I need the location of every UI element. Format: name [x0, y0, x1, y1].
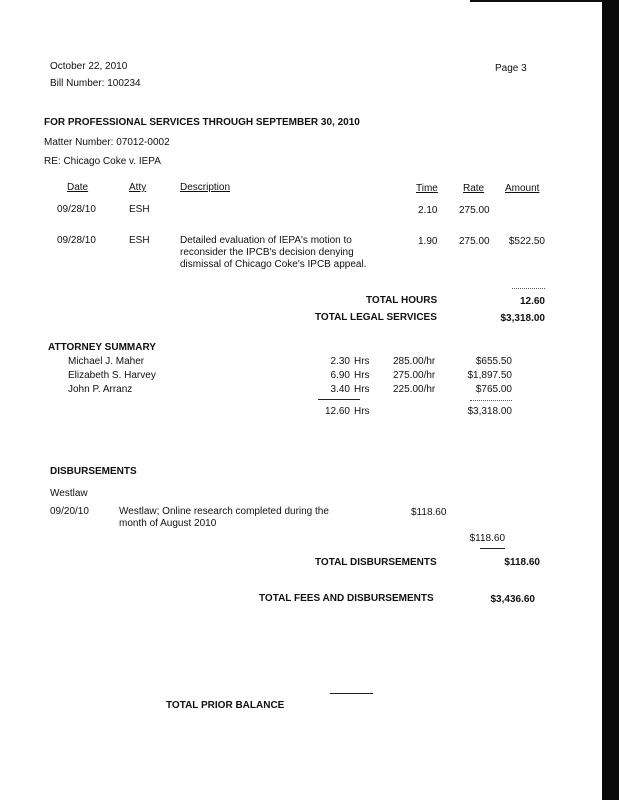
attorney-hours: 3.40: [330, 384, 350, 395]
row-date: 09/28/10: [57, 235, 96, 246]
attorney-hours-unit: Hrs: [354, 384, 370, 395]
attorney-rate: 275.00/hr: [393, 370, 436, 381]
disbursement-amount: $118.60: [411, 507, 447, 518]
attorney-hours-unit: Hrs: [354, 356, 370, 367]
total-hours-label: TOTAL HOURS: [366, 295, 438, 306]
attorney-rate: 225.00/hr: [393, 384, 436, 395]
row-description: Detailed evaluation of IEPA's motion to reconsider the IPCB's decision denying dismissal of Chicago Coke's IPCB appeal.: [180, 235, 367, 270]
attorney-total-amount: $3,318.00: [467, 406, 512, 417]
total-disbursements-value: $118.60: [504, 557, 540, 568]
attorney-summary-heading: ATTORNEY SUMMARY: [48, 342, 156, 353]
col-header-rate: Rate: [463, 183, 485, 194]
attorney-total-hours: 12.60: [324, 406, 350, 417]
total-hours-value: 12.60: [519, 296, 545, 307]
attorney-amount: $655.50: [475, 356, 512, 367]
disbursement-category: Westlaw: [50, 488, 88, 499]
disbursement-description: Westlaw; Online research completed during the month of August 2010: [119, 506, 329, 529]
attorney-name: Elizabeth S. Harvey: [68, 370, 156, 381]
invoice-date: October 22, 2010: [50, 61, 128, 72]
row-rate: 275.00: [459, 205, 490, 216]
row-atty: ESH: [129, 204, 150, 215]
grand-total-label: TOTAL FEES AND DISBURSEMENTS: [259, 593, 434, 604]
row-time: 1.90: [418, 236, 438, 247]
total-legal-value: $3,318.00: [500, 313, 545, 324]
page-number: Page 3: [495, 63, 527, 74]
row-amount: $522.50: [508, 236, 545, 247]
attorney-amount: $1,897.50: [467, 370, 512, 381]
attorney-name: John P. Arranz: [68, 384, 133, 395]
amount-sum-rule: [470, 400, 512, 402]
col-header-atty: Atty: [129, 182, 147, 193]
hours-sum-rule: [318, 399, 360, 400]
services-title: FOR PROFESSIONAL SERVICES THROUGH SEPTEMBER 30, 2010: [44, 117, 360, 128]
attorney-hours: 6.90: [330, 370, 350, 381]
disbursement-rule: [480, 548, 505, 549]
disbursement-subtotal: $118.60: [469, 533, 505, 544]
attorney-total-unit: Hrs: [354, 406, 370, 417]
attorney-hours: 2.30: [330, 356, 350, 367]
row-time: 2.10: [418, 205, 438, 216]
attorney-amount: $765.00: [475, 384, 512, 395]
attorney-hours-unit: Hrs: [354, 370, 370, 381]
prior-balance-label: TOTAL PRIOR BALANCE: [166, 700, 285, 711]
grand-total-value: $3,436.60: [490, 594, 535, 605]
col-header-amount: Amount: [505, 183, 540, 194]
re-line: RE: Chicago Coke v. IEPA: [44, 156, 161, 167]
row-rate: 275.00: [459, 236, 490, 247]
attorney-rate: 285.00/hr: [393, 356, 436, 367]
total-legal-label: TOTAL LEGAL SERVICES: [315, 312, 437, 323]
disbursement-date: 09/20/10: [50, 506, 89, 517]
col-header-description: Description: [180, 182, 231, 193]
scan-edge-bar: [602, 0, 619, 800]
attorney-name: Michael J. Maher: [68, 356, 145, 367]
total-divider: [512, 288, 545, 290]
matter-number: Matter Number: 07012-0002: [44, 137, 170, 148]
col-header-date: Date: [67, 182, 89, 193]
disbursements-heading: DISBURSEMENTS: [50, 466, 137, 477]
scan-top-line: [470, 0, 602, 2]
col-header-time: Time: [416, 183, 438, 194]
total-disbursements-label: TOTAL DISBURSEMENTS: [315, 557, 437, 568]
row-date: 09/28/10: [57, 204, 96, 215]
bill-number: Bill Number: 100234: [50, 78, 141, 89]
prior-balance-rule: [330, 693, 373, 694]
row-atty: ESH: [129, 235, 150, 246]
